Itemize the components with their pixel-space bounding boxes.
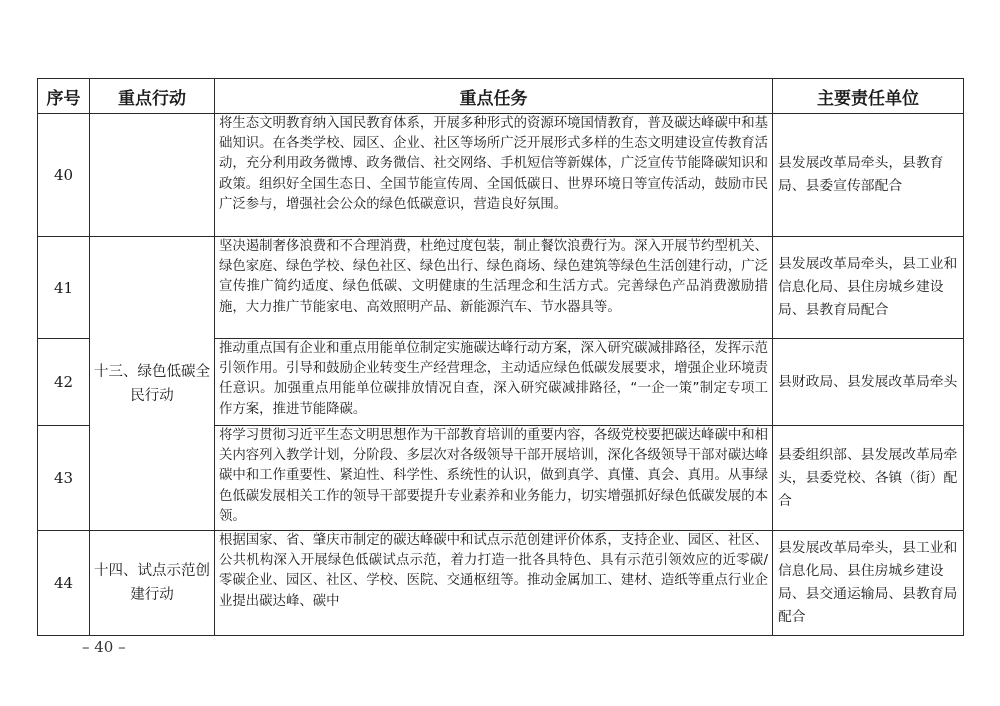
action-cell: 十三、绿色低碳全民行动	[90, 237, 215, 531]
header-action: 重点行动	[90, 79, 215, 114]
unit-cell: 县财政局、县发展改革局牵头	[773, 339, 964, 426]
header-unit: 主要责任单位	[773, 79, 964, 114]
task-cell: 坚决遏制奢侈浪费和不合理消费，杜绝过度包装，制止餐饮浪费行为。深入开展节约型机关、绿色家庭、绿色学校、绿色社区、绿色出行、绿色商场、绿色建筑等绿色生活创建行动，广泛宣传推广简约适度、绿色低碳、文明健康的生活理念和生活方式。完善绿色产品消费激励措施，大力推广节能家电、高效照明产品、新能源汽车、节水器具等。	[215, 237, 773, 339]
table-row	[38, 531, 964, 636]
unit-cell: 县委组织部、县发展改革局牵头，县委党校、各镇（街）配合	[773, 426, 964, 531]
page-number: – 40 –	[82, 638, 126, 656]
task-cell: 将学习贯彻习近平生态文明思想作为干部教育培训的重要内容，各级党校要把碳达峰碳中和相关内容列入教学计划，分阶段、多层次对各级领导干部开展培训，深化各级领导干部对碳达峰碳中和工作重要性、紧迫性、科学性、系统性的认识，做到真学、真懂、真会、真用。从事绿色低碳发展相关工作的领导干部要提升专业素养和业务能力，切实增强抓好绿色低碳发展的本领。	[215, 426, 773, 531]
unit-cell: 县发展改革局牵头，县工业和信息化局、县住房城乡建设局、县教育局配合	[773, 237, 964, 339]
row-number: 41	[38, 237, 90, 339]
table-row	[38, 114, 964, 237]
task-cell: 推动重点国有企业和重点用能单位制定实施碳达峰行动方案，深入研究碳减排路径，发挥示范引领作用。引导和鼓励企业转变生产经营理念，主动适应绿色低碳发展要求，增强企业环境责任意识。加强重点用能单位碳排放情况自查，深入研究碳减排路径，“一企一策”制定专项工作方案，推进节能降碳。	[215, 339, 773, 426]
row-number: 40	[38, 114, 90, 237]
unit-cell: 县发展改革局牵头，县工业和信息化局、县住房城乡建设局、县交通运输局、县教育局配合	[773, 531, 964, 636]
row-number: 44	[38, 531, 90, 636]
header-task: 重点任务	[215, 79, 773, 114]
action-table	[37, 78, 964, 636]
table-row	[38, 237, 964, 339]
unit-cell: 县发展改革局牵头，县教育局、县委宣传部配合	[773, 114, 964, 237]
row-number: 42	[38, 339, 90, 426]
task-cell: 根据国家、省、肇庆市制定的碳达峰碳中和试点示范创建评价体系，支持企业、园区、社区、公共机构深入开展绿色低碳试点示范，着力打造一批各具特色、具有示范引领效应的近零碳/零碳企业、园区、社区、学校、医院、交通枢纽等。推动金属加工、建材、造纸等重点行业企业提出碳达峰、碳中	[215, 531, 773, 636]
task-cell: 将生态文明教育纳入国民教育体系，开展多种形式的资源环境国情教育，普及碳达峰碳中和基础知识。在各类学校、园区、企业、社区等场所广泛开展形式多样的生态文明建设宣传教育活动，充分利用政务微博、政务微信、社交网络、手机短信等新媒体，广泛宣传节能降碳知识和政策。组织好全国生态日、全国节能宣传周、全国低碳日、世界环境日等宣传活动，鼓励市民广泛参与，增强社会公众的绿色低碳意识，营造良好氛围。	[215, 114, 773, 237]
table-header-row	[38, 79, 964, 114]
row-number: 43	[38, 426, 90, 531]
header-no: 序号	[38, 79, 90, 114]
action-cell-empty	[90, 114, 215, 237]
action-cell: 十四、试点示范创建行动	[90, 531, 215, 636]
